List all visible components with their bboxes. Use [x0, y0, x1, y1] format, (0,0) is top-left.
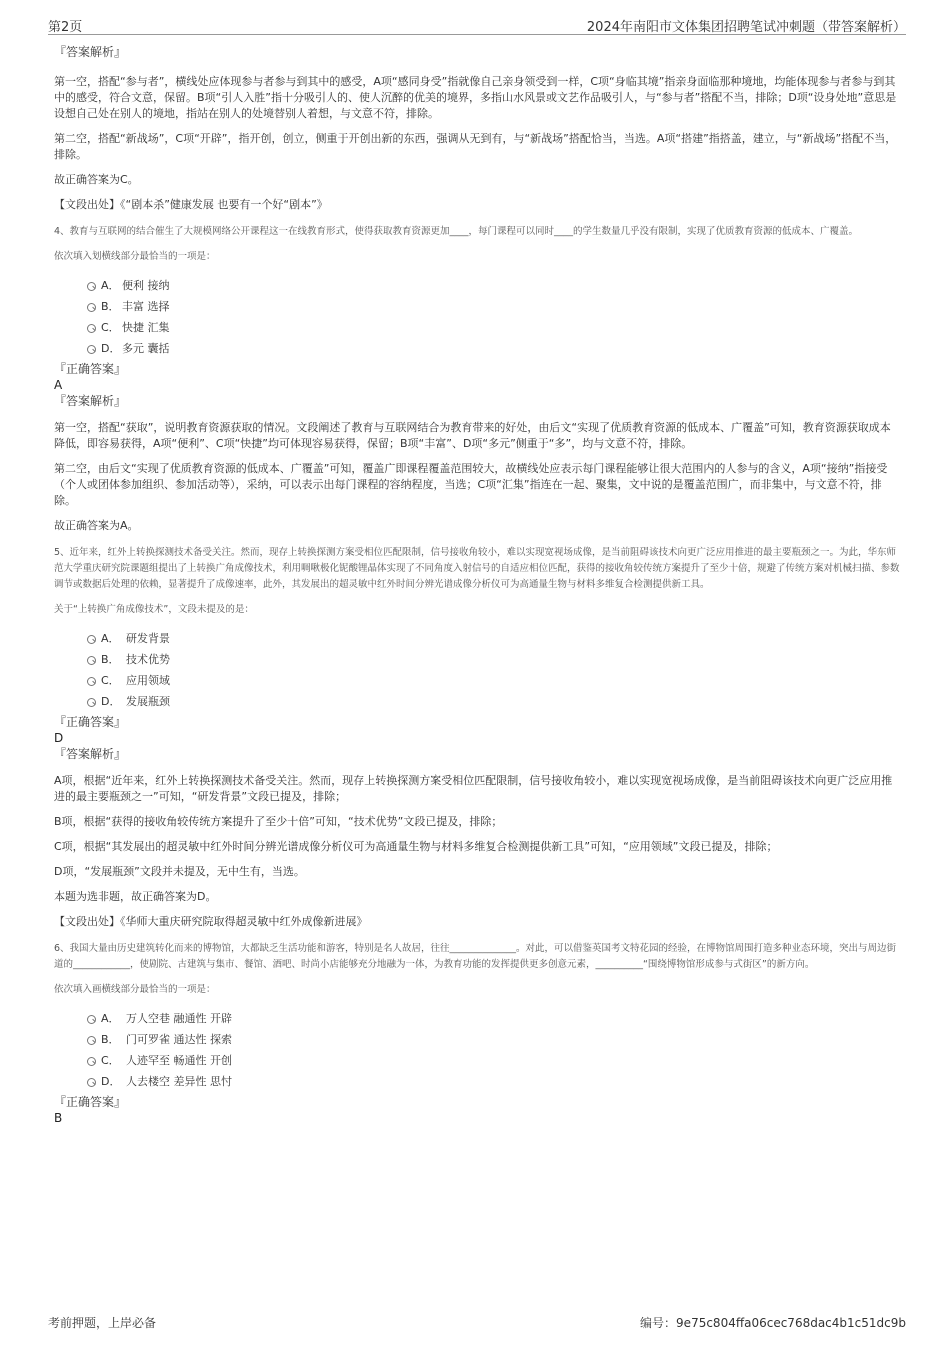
q4-conclusion: 故正确答案为A。 [54, 519, 139, 532]
q4-question-text: 4、教育与互联网的结合催生了大规模网络公开课程这一在线教育形式，使得获取教育资源更加____，每门课程可以同时____的学生数量几乎没有限制，实现了优质教育资源的低成本、广覆盖。 [54, 226, 859, 237]
q6-prompt: 依次填入画横线部分最恰当的一项是： [54, 984, 216, 995]
q5-source: 【文段出处】《华师大重庆研究院取得超灵敏中红外成像新进展》 [54, 915, 368, 928]
q4-options [54, 275, 900, 359]
q6-option-c[interactable]: C． 人迹罕至 畅通性 开创 [54, 1050, 900, 1071]
q3-conclusion: 故正确答案为C。 [54, 173, 139, 186]
analysis-label: 『答案解析』 [54, 747, 127, 761]
document-id: 编号：9e75c804ffa06cec768dac4b1c51dc9b [640, 1316, 906, 1330]
correct-answer-label: 『正确答案』 [54, 1095, 127, 1109]
q5-question-text: 5、近年来，红外上转换探测技术备受关注。然而，现存上转换探测方案受相位匹配限制，信号接收角较小，难以实现宽视场成像，是当前阻碍该技术向更广泛应用推进的最主要瓶颈之一。为此，华东师范大学重庆研究院课题组提出了上转换广角成像技术，利用啁啾极化铌酸锂晶体实现了不同角度入射信号的自适应相位匹配，获得的接收角较传统方案提升了至少十倍，规避了传统方案对机械扫描、参数调节或数据后处理的依赖，显著提升了成像速率，此外，其发展出的超灵敏中红外时间分辨光谱成像分析仪可为高通量生物与材料多维复合检测提供新工具。 [54, 547, 900, 590]
analysis-label: 『答案解析』 [54, 394, 127, 408]
q4-prompt: 依次填入划横线部分最恰当的一项是： [54, 251, 216, 262]
radio-icon[interactable] [87, 303, 96, 312]
q6-option-d[interactable]: D． 人去楼空 差异性 思忖 [54, 1071, 900, 1092]
radio-icon[interactable] [87, 324, 96, 333]
page-footer [48, 1314, 906, 1332]
q6-options [54, 1008, 900, 1092]
page-header [48, 14, 906, 35]
q5-conclusion: 本题为选非题，故正确答案为D。 [54, 890, 217, 903]
footer-slogan: 考前押题，上岸必备 [48, 1316, 157, 1330]
correct-answer-label: 『正确答案』 [54, 715, 127, 729]
radio-icon[interactable] [87, 1036, 96, 1045]
page-number: 第2页 [48, 20, 83, 35]
q5-option-b[interactable]: B． 技术优势 [54, 649, 900, 670]
document-title: 2024年南阳市文体集团招聘笔试冲刺题（带答案解析） [586, 20, 906, 35]
q6-answer: B [54, 1111, 63, 1125]
q5-analysis-option-c: C项，根据“其发展出的超灵敏中红外时间分辨光谱成像分析仪可为高通量生物与材料多维复合检测提供新工具”可知，“应用领域”文段已提及，排除； [54, 840, 778, 853]
q5-analysis-option-d: D项，“发展瓶颈”文段并未提及，无中生有，当选。 [54, 865, 305, 878]
radio-icon[interactable] [87, 345, 96, 354]
radio-icon[interactable] [87, 1057, 96, 1066]
q5-option-a[interactable]: A． 研发背景 [54, 628, 900, 649]
q4-analysis-paragraph-2: 第二空，由后文“实现了优质教育资源的低成本、广覆盖”可知，覆盖广即课程覆盖范围较大，故横线处应表示每门课程能够让很大范围内的人参与的含义，A项“接纳”指接受（个人或团体参加组织、参加活动等），采纳，可以表示出每门课程的容纳程度，当选；C项“汇集”指连在一起、聚集，文中说的是覆盖范围广，而非集中，与文意不符，排除。 [54, 462, 888, 507]
q4-option-d[interactable]: D． 多元 囊括 [54, 338, 900, 359]
q3-analysis-paragraph-1: 第一空，搭配“参与者”，横线处应体现参与者参与到其中的感受，A项“感同身受”指就像自己亲身领受到一样，C项“身临其境”指亲身面临那种境地，均能体现参与者参与到其中的感受，符合文意，保留。B项“引人入胜”指十分吸引人的、使人沉醉的优美的境界，多指山水风景或文艺作品吸引人，与“参与者”搭配不当，排除；D项“设身处地”意思是设想自己处在别人的境地，指站在别人的处境替别人着想，与文意不符，排除。 [54, 75, 897, 120]
q5-option-c[interactable]: C． 应用领域 [54, 670, 900, 691]
radio-icon[interactable] [87, 698, 96, 707]
q6-option-a[interactable]: A． 万人空巷 融通性 开辟 [54, 1008, 900, 1029]
radio-icon[interactable] [87, 282, 96, 291]
analysis-label: 『答案解析』 [54, 45, 127, 59]
q3-source: 【文段出处】《“剧本杀”健康发展 也要有一个好“剧本”》 [54, 198, 328, 211]
radio-icon[interactable] [87, 656, 96, 665]
radio-icon[interactable] [87, 1015, 96, 1024]
q4-option-a[interactable]: A． 便利 接纳 [54, 275, 900, 296]
q6-question-text: 6、我国大量由历史建筑转化而来的博物馆，大都缺乏生活功能和游客，特别是名人故居，往往______________。对此，可以借鉴英国考文特花园的经验，在博物馆周围打造多种业态环境，突出与周边街道的____________，使剧院、古建筑与集市、餐馆、酒吧、时尚小店能够充分地融为一体，为教育功能的发挥提供更多创意元素，__________“围绕博物馆形成参与式街区”的新方向。 [54, 943, 897, 970]
q4-answer: A [54, 378, 63, 392]
q5-answer: D [54, 731, 64, 745]
q5-options [54, 628, 900, 712]
q5-analysis-option-b: B项，根据“获得的接收角较传统方案提升了至少十倍”可知，“技术优势”文段已提及，排除； [54, 815, 503, 828]
q4-analysis-paragraph-1: 第一空，搭配“获取”，说明教育资源获取的情况。文段阐述了教育与互联网结合为教育带来的好处，由后文“实现了优质教育资源的低成本、广覆盖”可知，教育资源获取成本降低，即容易获得，A项“便利”、C项“快捷”均可体现容易获得，保留；B项“丰富”、D项“多元”侧重于“多”，均与文意不符，排除。 [54, 421, 891, 450]
q6-option-b[interactable]: B． 门可罗雀 通达性 探索 [54, 1029, 900, 1050]
radio-icon[interactable] [87, 1078, 96, 1087]
radio-icon[interactable] [87, 677, 96, 686]
page-content [54, 44, 900, 1126]
q5-option-d[interactable]: D． 发展瓶颈 [54, 691, 900, 712]
q5-prompt: 关于“上转换广角成像技术”，文段未提及的是： [54, 604, 254, 615]
q5-analysis-option-a: A项，根据“近年来，红外上转换探测技术备受关注。然而，现存上转换探测方案受相位匹配限制，信号接收角较小，难以实现宽视场成像，是当前阻碍该技术向更广泛应用推进的最主要瓶颈之一”可知，“研发背景”文段已提及，排除； [54, 774, 893, 803]
correct-answer-label: 『正确答案』 [54, 362, 127, 376]
radio-icon[interactable] [87, 635, 96, 644]
q4-option-b[interactable]: B． 丰富 选择 [54, 296, 900, 317]
q3-analysis-paragraph-2: 第二空，搭配“新战场”，C项“开辟”，指开创，创立，侧重于开创出新的东西，强调从无到有，与“新战场”搭配恰当，当选。A项“搭建”指搭盖，建立，与“新战场”搭配不当，排除。 [54, 132, 897, 161]
q4-option-c[interactable]: C． 快捷 汇集 [54, 317, 900, 338]
